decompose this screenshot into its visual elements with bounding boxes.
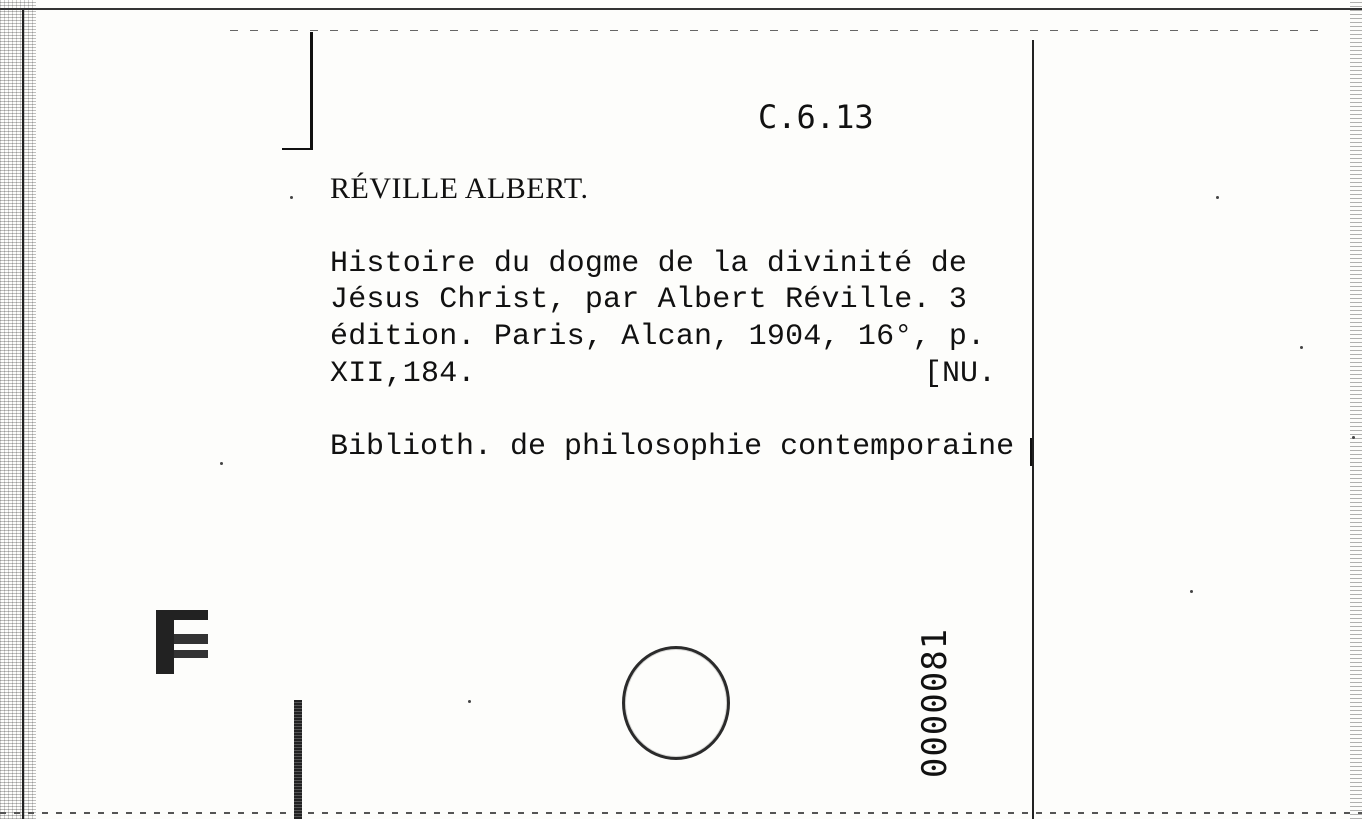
speck (1352, 436, 1355, 439)
punch-hole-circle (622, 646, 730, 760)
description-line: édition. Paris, Alcan, 1904, 16°, p. (330, 320, 986, 354)
left-border-line (22, 10, 24, 819)
description-line: XII,184. (330, 357, 476, 391)
top-bracket-mark (282, 32, 313, 150)
speck (290, 196, 293, 199)
filing-mark-icon (156, 610, 208, 674)
speck (1190, 590, 1193, 593)
speck (220, 462, 223, 465)
location-code: [NU. (924, 357, 997, 391)
series-end-mark (1030, 438, 1032, 466)
shelfmark: C.6.13 (758, 98, 874, 136)
speck (1300, 346, 1303, 349)
right-border-line (1032, 40, 1034, 819)
top-dashed-line (230, 30, 1330, 31)
card-left-edge (0, 0, 36, 819)
description-line: Histoire du dogme de la divinité de (330, 247, 968, 281)
speck (1216, 196, 1219, 199)
accession-number-stamp (905, 628, 965, 778)
series-note: Biblioth. de philosophie contemporaine (330, 430, 1015, 464)
card-right-edge (1350, 0, 1362, 819)
speck (468, 700, 471, 703)
top-border-line (0, 8, 1362, 10)
accession-number: 0000081 (915, 627, 955, 779)
author-heading: RÉVILLE ALBERT. (330, 172, 589, 205)
bottom-dashed-line (0, 812, 1362, 814)
description-line: Jésus Christ, par Albert Réville. 3 (330, 283, 968, 317)
bottom-bracket-mark (294, 700, 302, 819)
